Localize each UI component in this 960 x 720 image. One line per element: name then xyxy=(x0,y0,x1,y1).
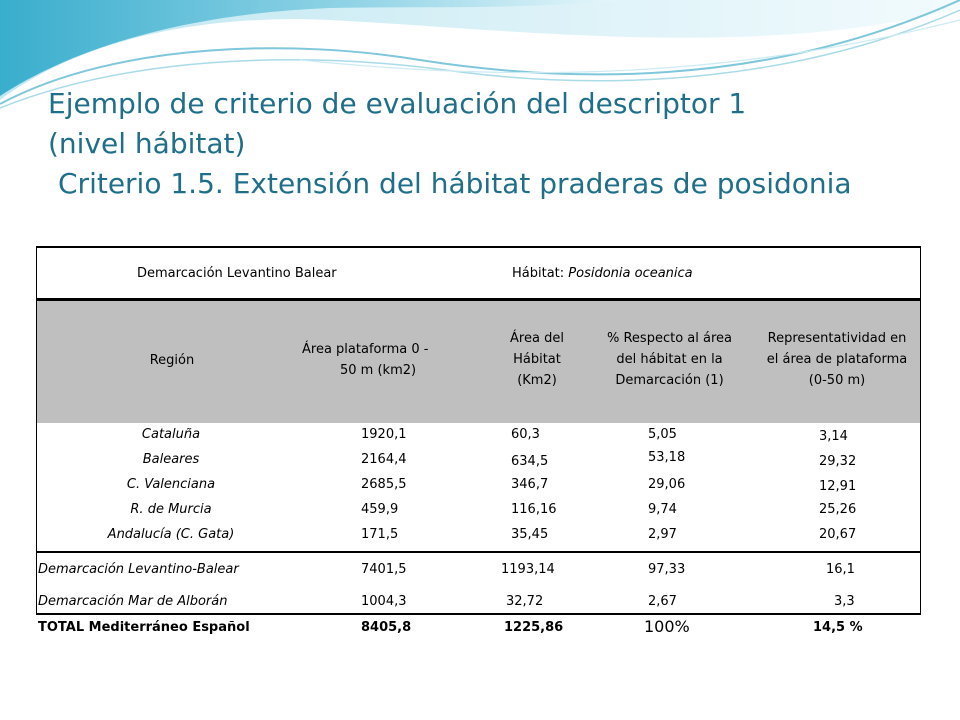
table-row xyxy=(36,523,921,548)
table-column-headers xyxy=(36,298,921,423)
cell-habitat: 634,5 xyxy=(511,454,549,469)
cell-habitat: 60,3 xyxy=(511,427,540,442)
header-area-plataforma-line1: Área plataforma 0 - xyxy=(302,342,429,357)
cell-region: Demarcación Mar de Alborán xyxy=(38,594,228,609)
cell-habitat: 116,16 xyxy=(511,502,557,517)
summary-row xyxy=(36,590,921,615)
cell-habitat: 35,45 xyxy=(511,527,549,542)
header-area-habitat-line3: (Km2) xyxy=(517,373,557,388)
header-area-habitat-line2: Hábitat xyxy=(513,352,561,367)
cell-pct: 9,74 xyxy=(648,502,677,517)
total-row xyxy=(36,616,921,641)
cell-region: R. de Murcia xyxy=(130,502,212,517)
cell-area: 1004,3 xyxy=(361,594,407,609)
header-represent-line1: Representatividad en xyxy=(767,331,907,346)
cell-region: Baleares xyxy=(142,452,200,467)
header-area-habitat xyxy=(487,328,587,391)
table-row xyxy=(36,498,921,523)
habitat-label xyxy=(512,266,693,281)
cell-area: 8405,8 xyxy=(361,620,412,635)
cell-rep: 3,3 xyxy=(834,594,855,609)
cell-pct: 53,18 xyxy=(648,450,686,465)
table-row xyxy=(36,448,921,473)
cell-area: 2164,4 xyxy=(361,452,407,467)
cell-rep: 29,32 xyxy=(819,454,857,469)
header-respecto-line3: Demarcación (1) xyxy=(615,373,724,388)
header-represent-line2: el área de plataforma xyxy=(766,352,908,367)
cell-pct: 29,06 xyxy=(648,477,686,492)
header-area-plataforma-line2: 50 m (km2) xyxy=(340,363,417,378)
header-area-plataforma xyxy=(302,339,482,381)
cell-area: 7401,5 xyxy=(361,562,407,577)
cell-area: 2685,5 xyxy=(361,477,407,492)
cell-region: Andalucía (C. Gata) xyxy=(107,527,235,542)
table-header-demarcacion xyxy=(36,246,921,298)
header-respecto-line2: del hábitat en la xyxy=(616,352,723,367)
cell-pct: 100% xyxy=(644,617,690,636)
cell-area: 459,9 xyxy=(361,502,399,517)
title-line-3: Criterio 1.5. Extensión del hábitat praderas de posidonia xyxy=(58,167,852,200)
slide-title xyxy=(48,84,948,204)
title-line-2: (nivel hábitat) xyxy=(48,127,246,160)
cell-rep: 16,1 xyxy=(826,562,855,577)
summary-row xyxy=(36,558,921,583)
habitat-prefix: Hábitat: xyxy=(512,266,569,281)
cell-region: TOTAL Mediterráneo Español xyxy=(38,620,250,635)
cell-rep: 20,67 xyxy=(819,527,857,542)
cell-rep: 12,91 xyxy=(819,479,857,494)
cell-rep: 25,26 xyxy=(819,502,857,517)
cell-region: Cataluña xyxy=(141,427,201,442)
demarcacion-label: Demarcación Levantino Balear xyxy=(137,266,337,281)
cell-pct: 2,97 xyxy=(648,527,677,542)
cell-rep: 3,14 xyxy=(819,429,848,444)
habitat-species: Posidonia oceanica xyxy=(568,266,693,281)
cell-habitat: 1225,86 xyxy=(504,620,564,635)
header-area-habitat-line1: Área del xyxy=(510,331,564,346)
cell-habitat: 32,72 xyxy=(506,594,544,609)
table-row xyxy=(36,473,921,498)
header-region: Región xyxy=(149,353,195,368)
cell-area: 1920,1 xyxy=(361,427,407,442)
title-line-1: Ejemplo de criterio de evaluación del descriptor 1 xyxy=(48,87,747,120)
cell-region: Demarcación Levantino-Balear xyxy=(38,562,239,577)
header-representatividad xyxy=(752,328,922,391)
header-respecto xyxy=(587,328,752,391)
header-represent-line3: (0-50 m) xyxy=(808,373,866,388)
cell-region: C. Valenciana xyxy=(126,477,216,492)
header-respecto-line1: % Respecto al área xyxy=(607,331,732,346)
cell-area: 171,5 xyxy=(361,527,399,542)
table-row xyxy=(36,423,921,448)
cell-pct: 97,33 xyxy=(648,562,686,577)
cell-habitat: 1193,14 xyxy=(501,562,555,577)
cell-rep: 14,5 % xyxy=(813,620,863,635)
divider xyxy=(36,613,921,615)
cell-pct: 2,67 xyxy=(648,594,677,609)
cell-pct: 5,05 xyxy=(648,427,677,442)
cell-habitat: 346,7 xyxy=(511,477,549,492)
